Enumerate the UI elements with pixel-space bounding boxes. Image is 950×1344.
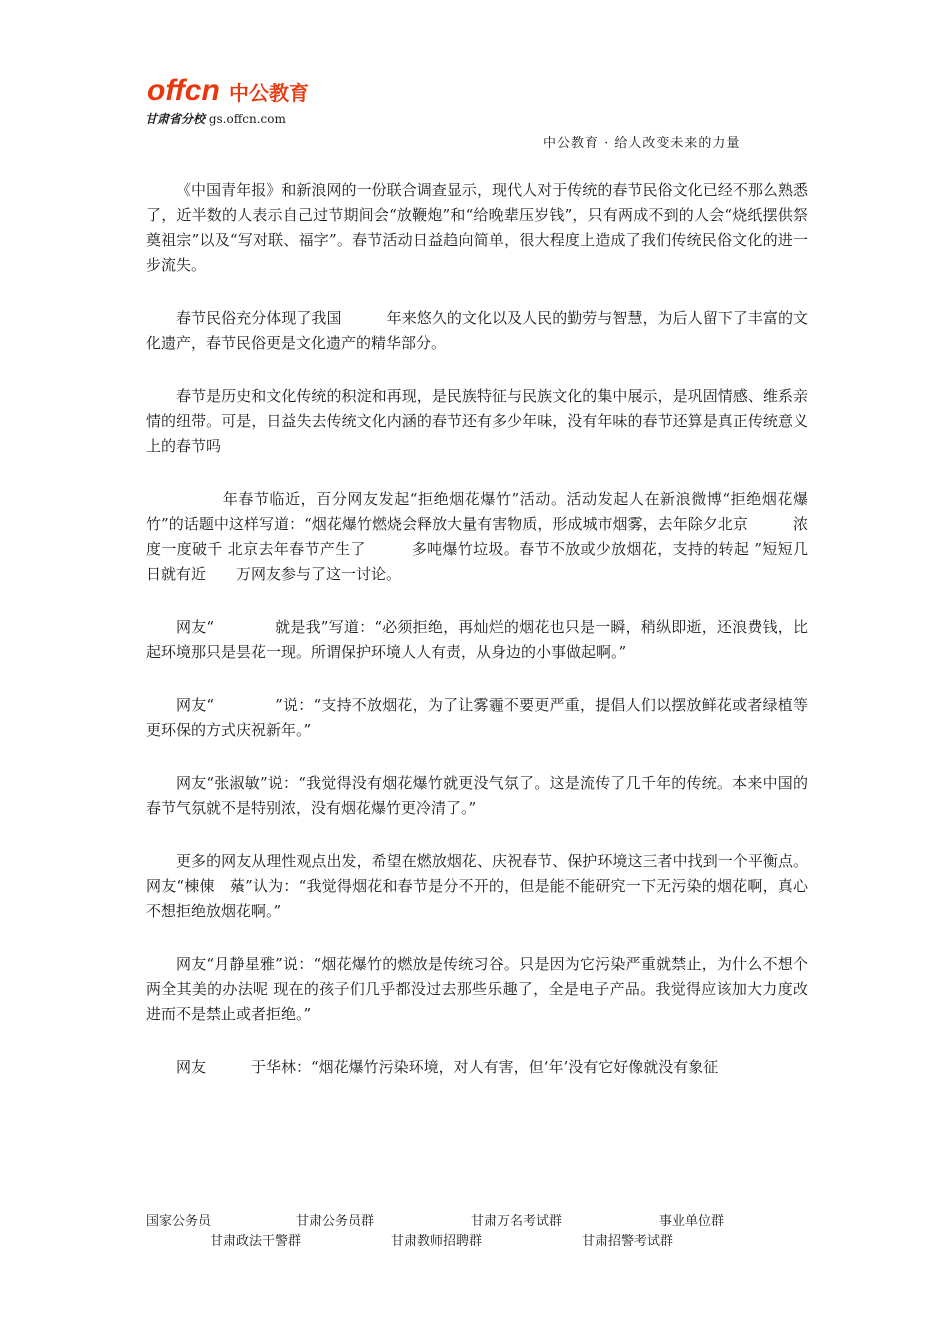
footer-link-police-exam-group[interactable]: 甘肃招警考试群 [582, 1234, 674, 1249]
logo-latin-text: offcn [147, 74, 220, 107]
branch-tagline [145, 110, 286, 127]
header-slogan: 中公教育 · 给人改变未来的力量 [543, 136, 741, 151]
paragraph: 网友“ ”说：“支持不放烟花，为了让雾霾不要更严重，提倡人们以摆放鲜花或者绿植等更环保的方式庆祝新年。” [146, 696, 808, 739]
logo-chinese-text: 中公教育 [229, 81, 309, 105]
paragraph: 春节是历史和文化传统的积淀和再现，是民族特征与民族文化的集中展示，是巩固情感、维系亲情的纽带。可是，日益失去传统文化内涵的春节还有多少年味，没有年味的春节还算是真正传统意义上的春节吗 [146, 387, 808, 455]
branch-site-url[interactable]: gs.offcn.com [208, 112, 286, 126]
footer-link-teacher-recruitment-group[interactable]: 甘肃教师招聘群 [391, 1234, 483, 1249]
footer-links [146, 1210, 808, 1248]
article-body [146, 178, 808, 1108]
footer-row-2 [146, 1230, 808, 1248]
footer-link-gansu-exam-group[interactable]: 甘肃万名考试群 [471, 1214, 563, 1229]
footer-row-1 [146, 1210, 808, 1228]
footer-link-gansu-civil-servant-group[interactable]: 甘肃公务员群 [296, 1214, 375, 1229]
footer-link-national-civil-servant[interactable]: 国家公务员 [146, 1214, 212, 1229]
paragraph: 网友“ 就是我”写道：“必须拒绝，再灿烂的烟花也只是一瞬，稍纵即逝，还浪费钱，比起环境那只是昙花一现。所谓保护环境人人有责，从身边的小事做起啊。” [146, 618, 808, 661]
branch-name: 甘肃省分校 [145, 112, 206, 126]
footer-link-public-institution-group[interactable]: 事业单位群 [659, 1214, 725, 1229]
footer-link-political-law-police-group[interactable]: 甘肃政法干警群 [210, 1234, 302, 1249]
paragraph: 网友 于华林：“烟花爆竹污染环境，对人有害，但‘年’没有它好像就没有象征 [176, 1058, 719, 1076]
offcn-logo-graphic [145, 70, 315, 110]
paragraph: 网友“月静星雅”说：“烟花爆竹的燃放是传统习谷。只是因为它污染严重就禁止，为什么不想个两全其美的办法呢 现在的孩子们几乎都没过去那些乐趣了，全是电子产品。我觉得应该加大力度改进而不是禁止或者拒绝。” [146, 955, 808, 1023]
paragraph: 网友“张淑敏”说：“我觉得没有烟花爆竹就更没气氛了。这是流传了几千年的传统。本来中国的春节气氛就不是特别浓，没有烟花爆竹更冷清了。” [146, 774, 808, 817]
paragraph: 更多的网友从理性观点出发，希望在燃放烟花、庆祝春节、保护环境这三者中找到一个平衡点。网友“棟倲 蕵”认为：“我觉得烟花和春节是分不开的，但是能不能研究一下无污染的烟花啊，真心不想拒绝放烟花啊。” [146, 852, 808, 920]
paragraph: 年春节临近，百分网友发起“拒绝烟花爆竹”活动。活动发起人在新浪微博“拒绝烟花爆竹”的话题中这样写道：“烟花爆竹燃烧会释放大量有害物质，形成城市烟雾，去年除夕北京 浓度一度破千 北京去年春节产生了 多吨爆竹垃圾。春节不放或少放烟花，支持的转起 ”短短几日就有近 万网友参与了这一讨论。 [146, 490, 808, 583]
paragraph: 春节民俗充分体现了我国 年来悠久的文化以及人民的勤劳与智慧，为后人留下了丰富的文化遗产，春节民俗更是文化遗产的精华部分。 [146, 309, 808, 352]
paragraph: 《中国青年报》和新浪网的一份联合调查显示，现代人对于传统的春节民俗文化已经不那么熟悉了，近半数的人表示自己过节期间会“放鞭炮”和“给晚辈压岁钱”，只有两成不到的人会“烧纸摆供祭奠祖宗”以及“写对联、福字”。春节活动日益趋向简单，很大程度上造成了我们传统民俗文化的进一步流失。 [146, 181, 808, 274]
